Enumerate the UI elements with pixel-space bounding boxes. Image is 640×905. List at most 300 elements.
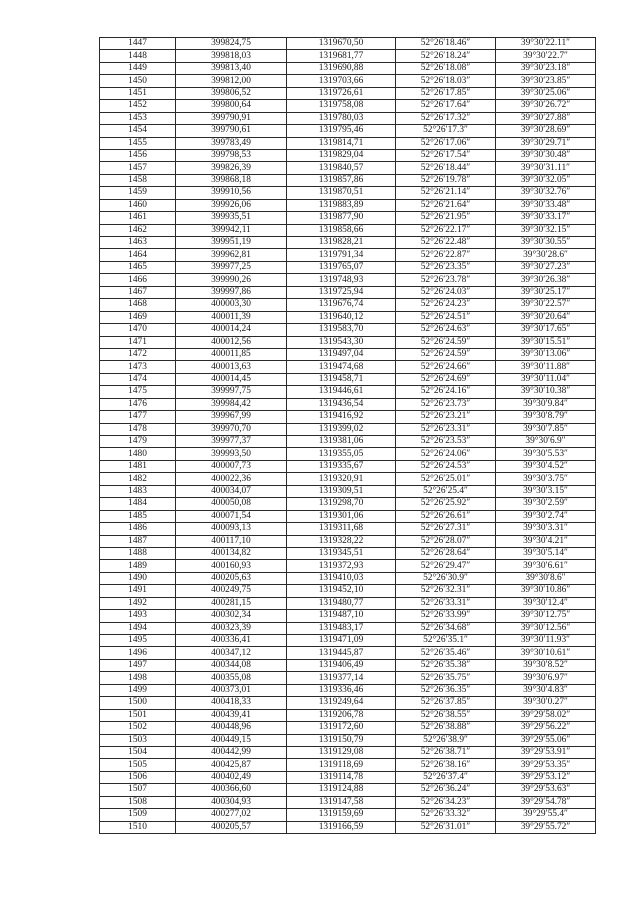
table-row xyxy=(100,597,596,609)
x-coordinate-cell: 399813,40 xyxy=(176,62,287,74)
longitude-cell: 39°29′53.35″ xyxy=(496,759,596,771)
table-row xyxy=(100,759,596,771)
latitude-cell: 52°26′23.73″ xyxy=(396,398,496,410)
x-coordinate-cell: 400304,93 xyxy=(176,796,287,808)
point-number-cell: 1478 xyxy=(100,423,176,435)
latitude-cell: 52°26′18.24″ xyxy=(396,50,496,62)
y-coordinate-cell: 1319336,46 xyxy=(287,684,396,696)
point-number-cell: 1450 xyxy=(100,75,176,87)
longitude-cell: 39°30′33.17″ xyxy=(496,212,596,224)
x-coordinate-cell: 399910,56 xyxy=(176,187,287,199)
table-row xyxy=(100,199,596,211)
y-coordinate-cell: 1319335,67 xyxy=(287,460,396,472)
table-row xyxy=(100,348,596,360)
latitude-cell: 52°26′30.9″ xyxy=(396,572,496,584)
longitude-cell: 39°30′32.15″ xyxy=(496,224,596,236)
latitude-cell: 52°26′21.95″ xyxy=(396,212,496,224)
x-coordinate-cell: 400205,63 xyxy=(176,572,287,584)
longitude-cell: 39°30′12.4″ xyxy=(496,597,596,609)
table-row xyxy=(100,697,596,709)
y-coordinate-cell: 1319320,91 xyxy=(287,473,396,485)
table-row xyxy=(100,535,596,547)
table-row xyxy=(100,585,596,597)
table-row xyxy=(100,187,596,199)
table-row xyxy=(100,547,596,559)
y-coordinate-cell: 1319381,06 xyxy=(287,436,396,448)
y-coordinate-cell: 1319114,78 xyxy=(287,771,396,783)
latitude-cell: 52°26′34.68″ xyxy=(396,622,496,634)
latitude-cell: 52°26′24.53″ xyxy=(396,460,496,472)
x-coordinate-cell: 399967,99 xyxy=(176,411,287,423)
latitude-cell: 52°26′17.06″ xyxy=(396,137,496,149)
latitude-cell: 52°26′23.21″ xyxy=(396,411,496,423)
table-row xyxy=(100,796,596,808)
table-row xyxy=(100,324,596,336)
x-coordinate-cell: 399790,61 xyxy=(176,125,287,137)
point-number-cell: 1456 xyxy=(100,149,176,161)
latitude-cell: 52°26′35.1″ xyxy=(396,635,496,647)
longitude-cell: 39°30′8.52″ xyxy=(496,659,596,671)
y-coordinate-cell: 1319690,88 xyxy=(287,62,396,74)
point-number-cell: 1465 xyxy=(100,261,176,273)
x-coordinate-cell: 399977,37 xyxy=(176,436,287,448)
point-number-cell: 1447 xyxy=(100,38,176,50)
latitude-cell: 52°26′26.61″ xyxy=(396,510,496,522)
table-row xyxy=(100,212,596,224)
longitude-cell: 39°30′28.69″ xyxy=(496,125,596,137)
y-coordinate-cell: 1319870,51 xyxy=(287,187,396,199)
table-row xyxy=(100,75,596,87)
x-coordinate-cell: 399824,75 xyxy=(176,38,287,50)
x-coordinate-cell: 399997,75 xyxy=(176,386,287,398)
longitude-cell: 39°30′32.05″ xyxy=(496,174,596,186)
y-coordinate-cell: 1319640,12 xyxy=(287,311,396,323)
y-coordinate-cell: 1319758,08 xyxy=(287,100,396,112)
point-number-cell: 1508 xyxy=(100,796,176,808)
point-number-cell: 1509 xyxy=(100,809,176,821)
y-coordinate-cell: 1319487,10 xyxy=(287,610,396,622)
point-number-cell: 1468 xyxy=(100,299,176,311)
longitude-cell: 39°30′5.53″ xyxy=(496,448,596,460)
point-number-cell: 1503 xyxy=(100,734,176,746)
point-number-cell: 1500 xyxy=(100,697,176,709)
latitude-cell: 52°26′24.69″ xyxy=(396,373,496,385)
point-number-cell: 1505 xyxy=(100,759,176,771)
y-coordinate-cell: 1319301,06 xyxy=(287,510,396,522)
x-coordinate-cell: 400022,36 xyxy=(176,473,287,485)
longitude-cell: 39°30′12.56″ xyxy=(496,622,596,634)
longitude-cell: 39°30′23.18″ xyxy=(496,62,596,74)
y-coordinate-cell: 1319377,14 xyxy=(287,672,396,684)
latitude-cell: 52°26′32.31″ xyxy=(396,585,496,597)
latitude-cell: 52°26′18.46″ xyxy=(396,38,496,50)
x-coordinate-cell: 399783,49 xyxy=(176,137,287,149)
y-coordinate-cell: 1319858,66 xyxy=(287,224,396,236)
longitude-cell: 39°30′2.74″ xyxy=(496,510,596,522)
latitude-cell: 52°26′21.14″ xyxy=(396,187,496,199)
table-row xyxy=(100,174,596,186)
y-coordinate-cell: 1319883,89 xyxy=(287,199,396,211)
point-number-cell: 1457 xyxy=(100,162,176,174)
x-coordinate-cell: 400418,33 xyxy=(176,697,287,709)
x-coordinate-cell: 400355,08 xyxy=(176,672,287,684)
latitude-cell: 52°26′33.99″ xyxy=(396,610,496,622)
point-number-cell: 1493 xyxy=(100,610,176,622)
latitude-cell: 52°26′17.32″ xyxy=(396,112,496,124)
y-coordinate-cell: 1319877,90 xyxy=(287,212,396,224)
y-coordinate-cell: 1319726,61 xyxy=(287,87,396,99)
y-coordinate-cell: 1319480,77 xyxy=(287,597,396,609)
longitude-cell: 39°30′31.11″ xyxy=(496,162,596,174)
x-coordinate-cell: 399951,19 xyxy=(176,237,287,249)
point-number-cell: 1492 xyxy=(100,597,176,609)
longitude-cell: 39°29′58.02″ xyxy=(496,709,596,721)
latitude-cell: 52°26′24.51″ xyxy=(396,311,496,323)
table-row xyxy=(100,398,596,410)
table-row xyxy=(100,771,596,783)
point-number-cell: 1460 xyxy=(100,199,176,211)
point-number-cell: 1467 xyxy=(100,286,176,298)
point-number-cell: 1490 xyxy=(100,572,176,584)
table-row xyxy=(100,237,596,249)
y-coordinate-cell: 1319436,54 xyxy=(287,398,396,410)
table-row xyxy=(100,722,596,734)
y-coordinate-cell: 1319129,08 xyxy=(287,746,396,758)
latitude-cell: 52°26′36.35″ xyxy=(396,684,496,696)
longitude-cell: 39°30′33.48″ xyxy=(496,199,596,211)
longitude-cell: 39°30′2.59″ xyxy=(496,498,596,510)
x-coordinate-cell: 399970,70 xyxy=(176,423,287,435)
latitude-cell: 52°26′23.53″ xyxy=(396,436,496,448)
y-coordinate-cell: 1319814,71 xyxy=(287,137,396,149)
longitude-cell: 39°30′27.23″ xyxy=(496,261,596,273)
y-coordinate-cell: 1319458,71 xyxy=(287,373,396,385)
point-number-cell: 1497 xyxy=(100,659,176,671)
table-row xyxy=(100,635,596,647)
longitude-cell: 39°29′55.72″ xyxy=(496,821,596,833)
point-number-cell: 1459 xyxy=(100,187,176,199)
table-row xyxy=(100,50,596,62)
point-number-cell: 1506 xyxy=(100,771,176,783)
point-number-cell: 1454 xyxy=(100,125,176,137)
longitude-cell: 39°30′3.31″ xyxy=(496,523,596,535)
x-coordinate-cell: 400249,75 xyxy=(176,585,287,597)
table-row xyxy=(100,436,596,448)
y-coordinate-cell: 1319328,22 xyxy=(287,535,396,547)
longitude-cell: 39°30′0.27″ xyxy=(496,697,596,709)
latitude-cell: 52°26′23.31″ xyxy=(396,423,496,435)
y-coordinate-cell: 1319406,49 xyxy=(287,659,396,671)
point-number-cell: 1494 xyxy=(100,622,176,634)
x-coordinate-cell: 400448,96 xyxy=(176,722,287,734)
y-coordinate-cell: 1319416,92 xyxy=(287,411,396,423)
point-number-cell: 1452 xyxy=(100,100,176,112)
x-coordinate-cell: 399818,03 xyxy=(176,50,287,62)
longitude-cell: 39°30′10.61″ xyxy=(496,647,596,659)
table-row xyxy=(100,274,596,286)
x-coordinate-cell: 400093,13 xyxy=(176,523,287,535)
longitude-cell: 39°30′17.65″ xyxy=(496,324,596,336)
latitude-cell: 52°26′37.4″ xyxy=(396,771,496,783)
longitude-cell: 39°30′9.84″ xyxy=(496,398,596,410)
latitude-cell: 52°26′17.64″ xyxy=(396,100,496,112)
longitude-cell: 39°30′29.71″ xyxy=(496,137,596,149)
x-coordinate-cell: 400134,82 xyxy=(176,547,287,559)
x-coordinate-cell: 399997,86 xyxy=(176,286,287,298)
x-coordinate-cell: 399977,25 xyxy=(176,261,287,273)
x-coordinate-cell: 400281,15 xyxy=(176,597,287,609)
point-number-cell: 1488 xyxy=(100,547,176,559)
longitude-cell: 39°30′6.61″ xyxy=(496,560,596,572)
latitude-cell: 52°26′24.23″ xyxy=(396,299,496,311)
x-coordinate-cell: 400449,15 xyxy=(176,734,287,746)
table-row xyxy=(100,510,596,522)
x-coordinate-cell: 400402,49 xyxy=(176,771,287,783)
y-coordinate-cell: 1319159,69 xyxy=(287,809,396,821)
longitude-cell: 39°30′26.38″ xyxy=(496,274,596,286)
latitude-cell: 52°26′17.54″ xyxy=(396,149,496,161)
x-coordinate-cell: 399868,18 xyxy=(176,174,287,186)
x-coordinate-cell: 400439,41 xyxy=(176,709,287,721)
latitude-cell: 52°26′25.92″ xyxy=(396,498,496,510)
longitude-cell: 39°30′6.97″ xyxy=(496,672,596,684)
latitude-cell: 52°26′23.35″ xyxy=(396,261,496,273)
table-row xyxy=(100,249,596,261)
latitude-cell: 52°26′38.55″ xyxy=(396,709,496,721)
point-number-cell: 1489 xyxy=(100,560,176,572)
longitude-cell: 39°30′3.75″ xyxy=(496,473,596,485)
point-number-cell: 1483 xyxy=(100,485,176,497)
x-coordinate-cell: 400373,01 xyxy=(176,684,287,696)
y-coordinate-cell: 1319829,04 xyxy=(287,149,396,161)
table-row xyxy=(100,423,596,435)
y-coordinate-cell: 1319748,93 xyxy=(287,274,396,286)
table-row xyxy=(100,100,596,112)
table-row xyxy=(100,286,596,298)
longitude-cell: 39°29′53.63″ xyxy=(496,784,596,796)
table-row xyxy=(100,659,596,671)
longitude-cell: 39°30′20.64″ xyxy=(496,311,596,323)
latitude-cell: 52°26′17.3″ xyxy=(396,125,496,137)
longitude-cell: 39°29′56.22″ xyxy=(496,722,596,734)
latitude-cell: 52°26′38.71″ xyxy=(396,746,496,758)
x-coordinate-cell: 400323,39 xyxy=(176,622,287,634)
latitude-cell: 52°26′27.31″ xyxy=(396,523,496,535)
longitude-cell: 39°30′11.04″ xyxy=(496,373,596,385)
latitude-cell: 52°26′24.06″ xyxy=(396,448,496,460)
y-coordinate-cell: 1319150,79 xyxy=(287,734,396,746)
table-row xyxy=(100,62,596,74)
latitude-cell: 52°26′22.48″ xyxy=(396,237,496,249)
longitude-cell: 39°30′8.6″ xyxy=(496,572,596,584)
point-number-cell: 1461 xyxy=(100,212,176,224)
table-row xyxy=(100,622,596,634)
point-number-cell: 1466 xyxy=(100,274,176,286)
y-coordinate-cell: 1319118,69 xyxy=(287,759,396,771)
y-coordinate-cell: 1319725,94 xyxy=(287,286,396,298)
point-number-cell: 1498 xyxy=(100,672,176,684)
table-row xyxy=(100,137,596,149)
point-number-cell: 1476 xyxy=(100,398,176,410)
point-number-cell: 1458 xyxy=(100,174,176,186)
point-number-cell: 1496 xyxy=(100,647,176,659)
table-row xyxy=(100,647,596,659)
point-number-cell: 1495 xyxy=(100,635,176,647)
x-coordinate-cell: 400034,07 xyxy=(176,485,287,497)
longitude-cell: 39°30′10.86″ xyxy=(496,585,596,597)
x-coordinate-cell: 399798,53 xyxy=(176,149,287,161)
point-number-cell: 1507 xyxy=(100,784,176,796)
latitude-cell: 52°26′24.16″ xyxy=(396,386,496,398)
point-number-cell: 1470 xyxy=(100,324,176,336)
x-coordinate-cell: 400347,12 xyxy=(176,647,287,659)
table-row xyxy=(100,746,596,758)
x-coordinate-cell: 400014,45 xyxy=(176,373,287,385)
table-row xyxy=(100,821,596,833)
longitude-cell: 39°29′55.06″ xyxy=(496,734,596,746)
longitude-cell: 39°30′26.72″ xyxy=(496,100,596,112)
latitude-cell: 52°26′25.4″ xyxy=(396,485,496,497)
table-row xyxy=(100,38,596,50)
latitude-cell: 52°26′38.16″ xyxy=(396,759,496,771)
longitude-cell: 39°30′5.14″ xyxy=(496,547,596,559)
latitude-cell: 52°26′31.01″ xyxy=(396,821,496,833)
point-number-cell: 1448 xyxy=(100,50,176,62)
table-row xyxy=(100,473,596,485)
y-coordinate-cell: 1319780,03 xyxy=(287,112,396,124)
table-row xyxy=(100,610,596,622)
point-number-cell: 1453 xyxy=(100,112,176,124)
latitude-cell: 52°26′35.75″ xyxy=(396,672,496,684)
y-coordinate-cell: 1319445,87 xyxy=(287,647,396,659)
x-coordinate-cell: 400071,54 xyxy=(176,510,287,522)
point-number-cell: 1464 xyxy=(100,249,176,261)
latitude-cell: 52°26′28.07″ xyxy=(396,535,496,547)
y-coordinate-cell: 1319681,77 xyxy=(287,50,396,62)
y-coordinate-cell: 1319372,93 xyxy=(287,560,396,572)
longitude-cell: 39°30′30.55″ xyxy=(496,237,596,249)
table-row xyxy=(100,460,596,472)
longitude-cell: 39°30′15.51″ xyxy=(496,336,596,348)
y-coordinate-cell: 1319206,78 xyxy=(287,709,396,721)
y-coordinate-cell: 1319791,34 xyxy=(287,249,396,261)
point-number-cell: 1475 xyxy=(100,386,176,398)
y-coordinate-cell: 1319483,17 xyxy=(287,622,396,634)
y-coordinate-cell: 1319703,66 xyxy=(287,75,396,87)
x-coordinate-cell: 400013,63 xyxy=(176,361,287,373)
table-row xyxy=(100,411,596,423)
longitude-cell: 39°30′22.11″ xyxy=(496,38,596,50)
x-coordinate-cell: 400011,85 xyxy=(176,348,287,360)
table-row xyxy=(100,784,596,796)
y-coordinate-cell: 1319543,30 xyxy=(287,336,396,348)
table-row xyxy=(100,684,596,696)
x-coordinate-cell: 400003,30 xyxy=(176,299,287,311)
table-row xyxy=(100,361,596,373)
y-coordinate-cell: 1319497,04 xyxy=(287,348,396,360)
table-row xyxy=(100,448,596,460)
y-coordinate-cell: 1319249,64 xyxy=(287,697,396,709)
point-number-cell: 1486 xyxy=(100,523,176,535)
point-number-cell: 1469 xyxy=(100,311,176,323)
longitude-cell: 39°30′23.85″ xyxy=(496,75,596,87)
table-row xyxy=(100,809,596,821)
point-number-cell: 1455 xyxy=(100,137,176,149)
longitude-cell: 39°30′7.85″ xyxy=(496,423,596,435)
x-coordinate-cell: 400277,02 xyxy=(176,809,287,821)
point-number-cell: 1449 xyxy=(100,62,176,74)
point-number-cell: 1462 xyxy=(100,224,176,236)
x-coordinate-cell: 400007,73 xyxy=(176,460,287,472)
longitude-cell: 39°30′28.6″ xyxy=(496,249,596,261)
latitude-cell: 52°26′22.17″ xyxy=(396,224,496,236)
longitude-cell: 39°29′53.12″ xyxy=(496,771,596,783)
longitude-cell: 39°30′4.52″ xyxy=(496,460,596,472)
point-number-cell: 1481 xyxy=(100,460,176,472)
y-coordinate-cell: 1319840,57 xyxy=(287,162,396,174)
y-coordinate-cell: 1319446,61 xyxy=(287,386,396,398)
longitude-cell: 39°30′32.76″ xyxy=(496,187,596,199)
latitude-cell: 52°26′18.08″ xyxy=(396,62,496,74)
point-number-cell: 1484 xyxy=(100,498,176,510)
longitude-cell: 39°29′54.78″ xyxy=(496,796,596,808)
y-coordinate-cell: 1319471,09 xyxy=(287,635,396,647)
longitude-cell: 39°30′12.75″ xyxy=(496,610,596,622)
y-coordinate-cell: 1319583,70 xyxy=(287,324,396,336)
x-coordinate-cell: 399993,50 xyxy=(176,448,287,460)
x-coordinate-cell: 400366,60 xyxy=(176,784,287,796)
table-row xyxy=(100,386,596,398)
table-row xyxy=(100,709,596,721)
latitude-cell: 52°26′28.64″ xyxy=(396,547,496,559)
longitude-cell: 39°30′3.15″ xyxy=(496,485,596,497)
table-row xyxy=(100,672,596,684)
table-row xyxy=(100,523,596,535)
latitude-cell: 52°26′25.01″ xyxy=(396,473,496,485)
point-number-cell: 1480 xyxy=(100,448,176,460)
latitude-cell: 52°26′33.31″ xyxy=(396,597,496,609)
table-row xyxy=(100,299,596,311)
table-row xyxy=(100,112,596,124)
longitude-cell: 39°30′22.57″ xyxy=(496,299,596,311)
table-row xyxy=(100,162,596,174)
y-coordinate-cell: 1319355,05 xyxy=(287,448,396,460)
table-row xyxy=(100,734,596,746)
coordinates-table-body xyxy=(100,38,596,834)
longitude-cell: 39°30′25.06″ xyxy=(496,87,596,99)
y-coordinate-cell: 1319857,86 xyxy=(287,174,396,186)
x-coordinate-cell: 400011,39 xyxy=(176,311,287,323)
latitude-cell: 52°26′37.85″ xyxy=(396,697,496,709)
longitude-cell: 39°30′27.88″ xyxy=(496,112,596,124)
y-coordinate-cell: 1319765,07 xyxy=(287,261,396,273)
longitude-cell: 39°29′55.4″ xyxy=(496,809,596,821)
point-number-cell: 1474 xyxy=(100,373,176,385)
y-coordinate-cell: 1319345,51 xyxy=(287,547,396,559)
latitude-cell: 52°26′35.46″ xyxy=(396,647,496,659)
y-coordinate-cell: 1319795,46 xyxy=(287,125,396,137)
table-row xyxy=(100,149,596,161)
x-coordinate-cell: 399800,64 xyxy=(176,100,287,112)
y-coordinate-cell: 1319474,68 xyxy=(287,361,396,373)
y-coordinate-cell: 1319670,50 xyxy=(287,38,396,50)
latitude-cell: 52°26′24.63″ xyxy=(396,324,496,336)
point-number-cell: 1473 xyxy=(100,361,176,373)
longitude-cell: 39°30′22.7″ xyxy=(496,50,596,62)
latitude-cell: 52°26′38.88″ xyxy=(396,722,496,734)
longitude-cell: 39°30′30.48″ xyxy=(496,149,596,161)
latitude-cell: 52°26′23.78″ xyxy=(396,274,496,286)
